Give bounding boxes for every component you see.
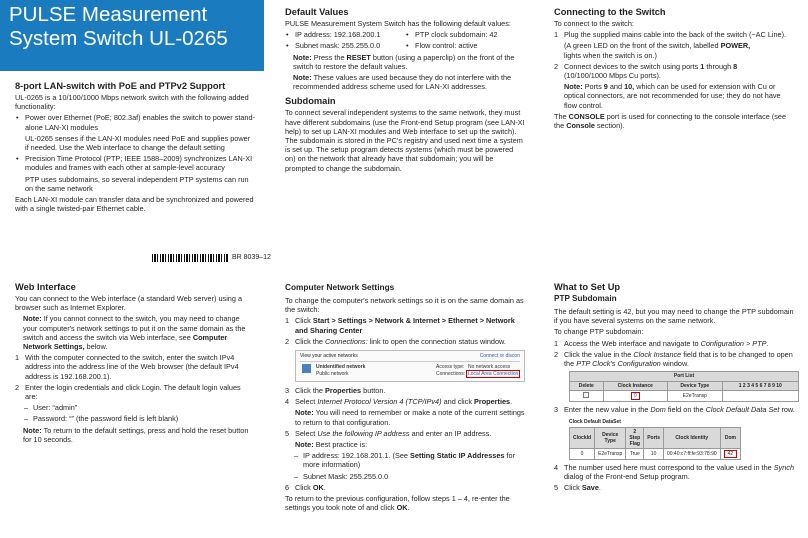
poe-bullet: • Power over Ethernet (PoE; 802.3af) enables the switch to power stand-alone LAN-XI modules [15,113,255,131]
ptp-bullet: • Precision Time Protocol (PTP; IEEE 1588–2009) synchronizes LAN-XI modules and frames with each other at sample-level accuracy [15,154,255,172]
clock-dataset-title: Clock Default DataSet [569,418,621,425]
intro-heading: 8-port LAN-switch with PoE and PTPv2 Support [15,81,226,91]
ptp-intro: The default setting is 42, but you may need to change the PTP subdomain if you have several systems on the same network. [554,307,794,326]
shot-connection-link[interactable]: Local Area Connection [468,371,519,378]
clock-col-id: ClockId [570,427,595,448]
shot-connect-link[interactable]: Connect or discon [479,353,520,360]
clock-dataset-screenshot [569,418,736,460]
clock-col-device-type: Device Type [595,427,626,448]
net-note-1: Note: You will need to remember or make a note of the current settings to return to that configuration. [295,408,525,427]
port-col-ports: 1 2 3 4 5 6 7 8 9 10 [722,382,798,391]
best-practice-mask: – Subnet Mask: 255.255.0.0 [285,472,525,481]
document-title: PULSE Measurement System Switch UL-0265 [9,3,228,50]
web-intro: You can connect to the Web interface (a standard Web server) using a browser such as Internet Explorer. [15,294,243,313]
shot-network-type: Public network [316,371,349,378]
reset-note: Note: Press the RESET button (using a paperclip) on the front of the switch to restore the default values. [293,52,515,71]
setup-heading: What to Set Up [554,282,621,292]
ptp-step-3: 3 Enter the new value in the Dom field on the Clock Default Data Set row. [554,405,795,415]
network-settings-heading: Computer Network Settings [285,282,395,292]
port-list-title: Port List [569,371,799,381]
ptp-step-2: 2 Click the value in the Clock Instance field that is to be changed to open the PTP Clock's Configuration window. [554,349,793,369]
ptp-intro-2: To change PTP subdomain: [554,327,644,337]
clock-instance-link[interactable]: 0 [603,391,667,402]
net-step-3: 3 Click the Properties button. [285,386,386,396]
clock-identity-value: 00:40:c7:ff:fe:93:78:90 [663,448,720,459]
port-delete-checkbox[interactable] [570,391,604,402]
web-step-1: 1 With the computer connected to the switch, enter the switch IPv4 address into the address line of the Web browser (the default IPv4 address is 192.168.200.1). [15,353,239,381]
port-checkboxes[interactable] [722,391,798,402]
ptp-subtext: PTP uses subdomains, so several independent PTP systems can run on the same network [25,174,249,193]
clock-id-value: 0 [570,448,595,459]
login-password: – Password: “” (the password field is left blank) [15,414,255,423]
login-user: – User: “admin” [15,403,255,412]
net-step-2: 2 Click the Connections: link to open the connection status window. [285,336,506,346]
intro-column [15,81,255,215]
web-step-2: 2 Enter the login credentials and click Login. The default login values are: [15,382,241,402]
barcode-label: BR 8039–12 [232,254,271,261]
defaults-heading: Default Values [285,7,349,17]
network-intro: To change the computer's network settings so it is on the same domain as the switch: [285,296,524,315]
subdomain-text: To connect several independent systems to the same network, they must have different subdomains (use the Front-end Setup program (see LAN-XI help) to set up LAN-XI modules and Web interface to set up the switch). The subdomain is stored in the PC's registry and used next time a system is set up. The setup program detects systems (which must be powered on) on the network that already have that subdomain; you will be prompted to change the subdomain. [285,108,525,173]
network-center-screenshot [295,350,525,382]
defaults-column [285,7,525,175]
net-step-5: 5 Select Use the following IP address and enter an IP address. [285,428,492,438]
port-list-screenshot [569,371,799,402]
clock-dataset-table [569,427,741,460]
poe-subtext: UL-0265 senses if the LAN-XI modules need PoE and supplies power if needed. Use the Web interface to change the default setting [25,133,251,153]
clock-col-dom: Dom [720,427,741,448]
intro-outro: Each LAN-XI module can transfer data and be synchronized and powered with a single twisted-pair Ethernet cable. [15,195,254,214]
best-practice-ip: – IP address: 192.168.201.1. (See Setting Static IP Addresses for more information) [285,451,525,469]
default-ptp: • PTP clock subdomain: 42 [405,30,525,39]
ptp-subdomain-heading: PTP Subdomain [554,294,617,303]
power-led-text: (A green LED on the front of the switch, labelled POWER, lights when the switch is on.) [564,41,751,60]
shot-access-value: No network access [468,364,511,371]
defaults-list [285,30,525,52]
connect-heading: Connecting to the Switch [554,7,666,17]
port-col-clock-instance: Clock Instance [603,382,667,391]
web-note: Note: If you cannot connect to the switch, you may need to change your computer's network settings to put it on the same domain as the switch and access the switch via Web interface, see Computer Network Settings, below. [23,314,246,352]
shot-access-label: Access type: [436,364,465,371]
port-col-delete: Delete [570,382,604,391]
clock-device-type-value: E2eTransp [595,448,626,459]
net-step-1: 1 Click Start > Settings > Network & Internet > Ethernet > Network and Sharing Center [285,316,515,335]
port-col-device-type: Device Type [668,382,723,391]
defaults-note: Note: These values are used because they do not interfere with the recommended address scheme used for LAN-XI addresses. [293,73,512,92]
net-outro: To return to the previous configuration, follow steps 1 – 4, re-enter the settings you took note of and click OK. [285,494,510,513]
net-step-6: 6 Click OK. [285,482,326,492]
shot-header: View your active networks [300,353,358,360]
connect-step-2: 2 Connect devices to the switch using ports 1 through 8 (10/100/1000 Mbps Cu ports). [554,61,738,81]
connect-intro: To connect to the switch: [554,19,634,28]
dom-input[interactable]: 42 [720,448,741,459]
clock-col-2step: 2 Step Flag [626,427,644,448]
shot-network-name: Unidentified network [316,364,366,371]
connect-column [554,7,794,132]
net-step-4: 4 Select Internet Protocol Version 4 (TCP/IPv4) and click Properties. [285,397,513,407]
ports-note: Note: Ports 9 and 10, which can be used for extension with Cu or optical connectors, are not recommended for use; they do not have flow control. [564,82,781,110]
title-band [0,0,264,71]
ptp-step-5: 5 Click Save. [554,483,601,493]
ptp-step-1: 1 Access the Web interface and navigate to Configuration > PTP. [554,338,769,348]
default-mask: • Subnet mask: 255.255.0.0 [285,41,405,50]
clock-col-identity: Clock Identity [663,427,720,448]
console-text: The CONSOLE port is used for connecting to the console interface (see the Console section). [554,111,787,131]
clock-ports-value: 10 [644,448,664,459]
clock-2step-value: True [626,448,644,459]
default-ip: • IP address: 192.168.200.1 [285,30,405,39]
net-note-2: Note: Best practice is: [295,440,368,450]
port-list-table [569,381,799,402]
default-flow: • Flow control: active [405,41,525,50]
subdomain-heading: Subdomain [285,96,336,107]
clock-col-ports: Ports [644,427,664,448]
connect-step-1: 1 Plug the supplied mains cable into the back of the switch (~AC Line). [554,30,787,40]
web-interface-column [15,282,255,446]
setup-column [554,282,799,494]
port-device-type-value: E2eTransp [668,391,723,402]
network-settings-column [285,282,525,514]
shot-connections-label: Connections: [436,371,466,378]
web-interface-heading: Web Interface [15,282,76,292]
defaults-intro: PULSE Measurement System Switch has the following default values: [285,19,511,28]
network-icon [302,364,311,373]
intro-text: UL-0265 is a 10/100/1000 Mbps network switch with the following added functionality: [15,93,249,112]
web-reset-note: Note: To return to the default settings, press and hold the reset button for 10 seconds. [23,425,249,444]
ptp-step-4: 4 The number used here must correspond to the value used in the Synch dialog of the Front-end Setup program. [554,462,794,482]
barcode-image [152,254,228,262]
